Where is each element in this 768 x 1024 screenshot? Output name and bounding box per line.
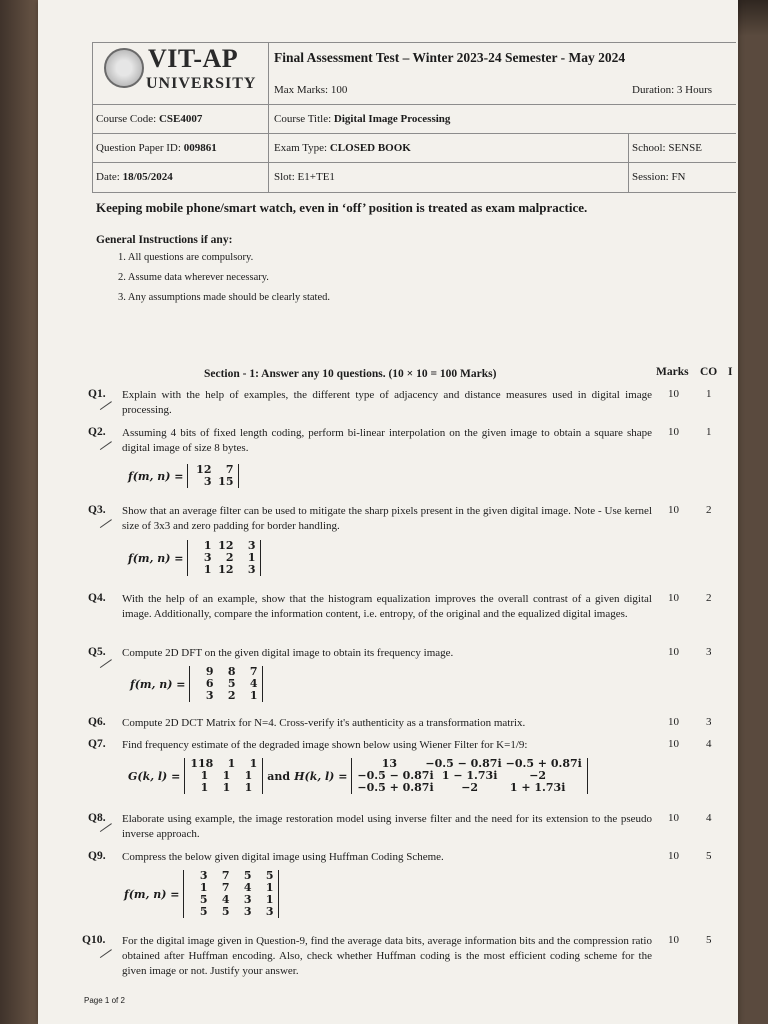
question-number: Q6. — [88, 716, 106, 728]
table-rule — [92, 42, 93, 192]
question-marks: 10 — [668, 426, 679, 438]
question-number: Q10. — [82, 934, 106, 946]
question-marks: 10 — [668, 812, 679, 824]
exam-title: Final Assessment Test – Winter 2023-24 Semester - May 2024 — [274, 50, 626, 65]
question-number: Q1. — [88, 388, 106, 400]
question-co: 2 — [706, 504, 712, 516]
instruction-item: 2. Assume data wherever necessary. — [118, 272, 269, 283]
matrix-q7: G(k, l) = 118 1 1 1 1 1 1 1 1 and H(k, l) = 13 −0.5 − 0.87i −0.5 + 0.87i −0.5 − 0.87i 1 − 1.73i −2 −0.5 + 0.87i −2 1 + 1.73i — [128, 758, 588, 794]
question-number: Q3. — [88, 504, 106, 516]
question-co: 5 — [706, 934, 712, 946]
matrix-q2: f(m, n) = 12 7 3 15 — [128, 464, 239, 488]
max-marks: Max Marks: 100 — [274, 84, 348, 96]
extra-header: I — [728, 366, 733, 378]
question-marks: 10 — [668, 504, 679, 516]
question-marks: 10 — [668, 934, 679, 946]
exam-type: Exam Type: CLOSED BOOK — [274, 142, 411, 154]
matrix-q3: f(m, n) = 1 12 3 3 2 1 1 12 3 — [128, 540, 261, 576]
university-seal-icon — [104, 48, 144, 88]
question-text: For the digital image given in Question-9, find the average data bits, average information bits and the compression ratio obtained after Huffman encoding. Also, check whether Huffman coding is the most efficient coding scheme for the given image or not. Justify your answer. — [122, 935, 652, 977]
question-number: Q2. — [88, 426, 106, 438]
question-co: 1 — [706, 426, 712, 438]
exam-date: Date: 18/05/2024 — [96, 171, 173, 183]
instruction-item: 1. All questions are compulsory. — [118, 252, 254, 263]
table-rule — [92, 42, 736, 43]
page-footer: Page 1 of 2 — [84, 996, 125, 1005]
question-text: With the help of an example, show that the histogram equalization improves the overall contrast of a given digital image. Additionally, compare the information content, i.e. entropy, of the original and the equalized digital images. — [122, 593, 652, 620]
table-rule — [92, 192, 736, 193]
instruction-item: 3. Any assumptions made should be clearly stated. — [118, 292, 331, 303]
table-rule — [92, 133, 736, 134]
question-paper-id: Question Paper ID: 009861 — [96, 142, 217, 154]
logo-sub: UNIVERSITY — [146, 75, 257, 92]
question-co: 4 — [706, 812, 712, 824]
question-number: Q9. — [88, 850, 106, 862]
question-text: Find frequency estimate of the degraded image shown below using Wiener Filter for K=1/9: — [122, 739, 528, 751]
question-marks: 10 — [668, 646, 679, 658]
question-text: Compute 2D DCT Matrix for N=4. Cross-verify it's authenticity as a transformation matrix. — [122, 717, 526, 729]
marks-header: Marks — [656, 366, 689, 378]
question-co: 5 — [706, 850, 712, 862]
table-rule — [92, 162, 736, 163]
malpractice-warning: Keeping mobile phone/smart watch, even in ‘off’ position is treated as exam malpractice. — [96, 200, 588, 215]
question-marks: 10 — [668, 388, 679, 400]
section-title: Section - 1: Answer any 10 questions. (10 × 10 = 100 Marks) — [204, 368, 497, 380]
question-text: Show that an average filter can be used to mitigate the sharp pixels present in the given digital image. Note - Use kernel size of 3x3 and zero padding for border handling. — [122, 505, 652, 532]
duration: Duration: 3 Hours — [632, 84, 713, 96]
question-marks: 10 — [668, 850, 679, 862]
course-code: Course Code: CSE4007 — [96, 113, 203, 125]
question-text: Explain with the help of examples, the different type of adjacency and distance measures used in digital image processing. — [122, 389, 652, 416]
question-number: Q8. — [88, 812, 106, 824]
logo-main: VIT-AP — [148, 44, 239, 73]
question-co: 1 — [706, 388, 712, 400]
question-co: 3 — [706, 646, 712, 658]
co-header: CO — [700, 366, 718, 378]
question-text: Compute 2D DFT on the given digital image to obtain its frequency image. — [122, 647, 454, 659]
school: School: SENSE — [632, 142, 702, 154]
general-instructions-title: General Instructions if any: — [96, 234, 233, 246]
matrix-q9: f(m, n) = 3 7 5 5 1 7 4 1 5 4 3 1 5 5 3 3 — [124, 870, 279, 918]
table-rule — [268, 42, 269, 192]
course-title: Course Title: Digital Image Processing — [274, 113, 451, 125]
session: Session: FN — [632, 171, 686, 183]
question-number: Q7. — [88, 738, 106, 750]
question-co: 2 — [706, 592, 712, 604]
slot: Slot: E1+TE1 — [274, 171, 335, 183]
question-text: Assuming 4 bits of fixed length coding, perform bi-linear interpolation on the given image to obtain a square shape digital image of size 8 bytes. — [122, 427, 652, 454]
table-rule — [92, 104, 736, 105]
question-marks: 10 — [668, 592, 679, 604]
background-left — [0, 0, 40, 1024]
question-co: 3 — [706, 716, 712, 728]
question-co: 4 — [706, 738, 712, 750]
question-marks: 10 — [668, 738, 679, 750]
question-number: Q5. — [88, 646, 106, 658]
question-text: Compress the below given digital image using Huffman Coding Scheme. — [122, 851, 444, 863]
table-rule — [628, 133, 629, 192]
matrix-q5: f(m, n) = 9 8 7 6 5 4 3 2 1 — [130, 666, 263, 702]
question-text: Elaborate using example, the image restoration model using inverse filter and the need for its extension to the pseudo inverse approach. — [122, 813, 652, 840]
question-number: Q4. — [88, 592, 106, 604]
question-marks: 10 — [668, 716, 679, 728]
